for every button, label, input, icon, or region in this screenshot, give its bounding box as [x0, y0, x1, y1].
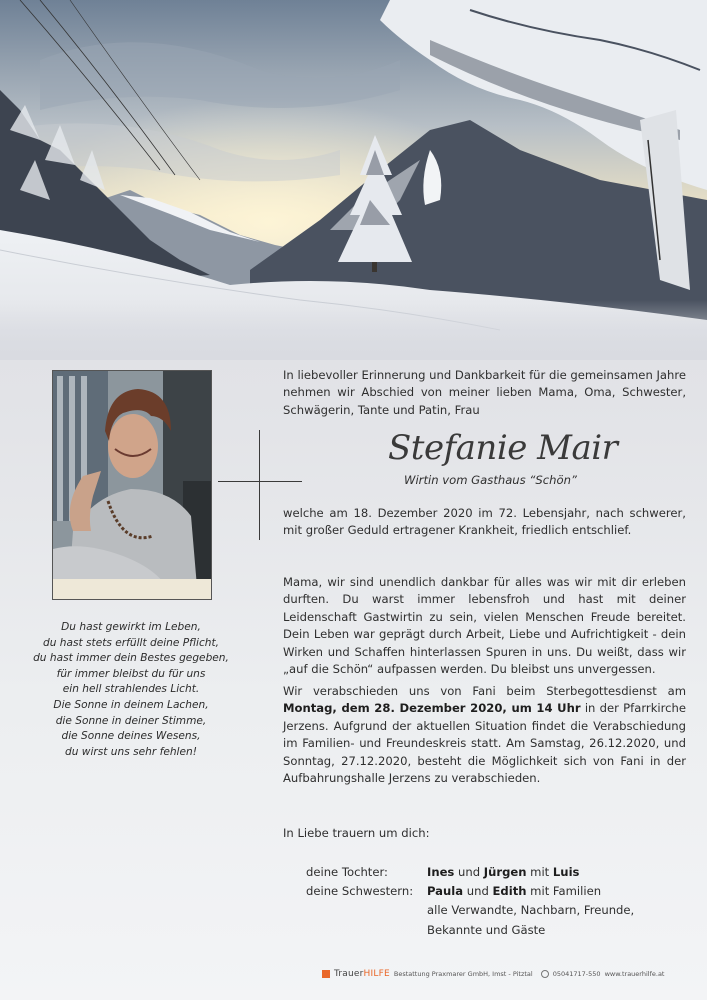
brand-part: Trauer: [334, 969, 364, 979]
mourner-name: Paula: [427, 884, 464, 899]
winter-landscape-image: [0, 0, 707, 360]
poem-line: Die Sonne in deinem Lachen,: [53, 698, 209, 711]
phone-number: 05041717-550: [552, 970, 601, 978]
mourner-name: Edith: [492, 884, 527, 899]
mourner-name: Ines: [427, 865, 455, 879]
phone-icon: [541, 970, 549, 978]
poem-line: ein hell strahlendes Licht.: [62, 683, 200, 696]
passing-paragraph: welche am 18. Dezember 2020 im 72. Lebensjahr, nach schwerer, mit großer Geduld ertragener Krankheit, friedlich entschlief.: [283, 506, 686, 538]
funeral-details-paragraph: [283, 683, 686, 787]
poem-line: Du hast gewirkt im Leben,: [61, 621, 201, 633]
connector-text: und: [463, 884, 493, 899]
mourner-name: Luis: [552, 865, 580, 879]
company-name: Bestattung Praxmarer GmbH, Imst - Pitztal: [393, 970, 533, 978]
brand-name: [334, 969, 390, 979]
poem-line: du hast immer dein Bestes gegeben,: [33, 652, 229, 665]
mourner-name: Jürgen: [483, 865, 527, 879]
funeral-text-pre: Wir verabschieden uns von Fani beim Sterbegottesdienst am: [283, 684, 686, 698]
deceased-name: Stefanie Mair: [388, 428, 618, 468]
connector-text: mit Familien: [526, 884, 602, 899]
message-paragraph: Mama, wir sind unendlich dankbar für alles was wir mit dir erleben durften. Du warst immer lebensfroh und hast mit deiner Leidenschaft Gastwirtin zu sein, vielen Menschen Freude bereitet. Dein Leben war geprägt durch Arbeit, Liebe und Aufrichtigkeit - dein Wirken und Schaffen hinterlassen Spuren in uns. Du weißt, dass wir „auf die Schön“ aufpassen werden. Du bleibst uns unvergessen.: [283, 575, 686, 677]
website-link[interactable]: www.trauerhilfe.at: [604, 970, 665, 978]
relation-label: deine Tochter:: [306, 865, 388, 879]
connector-text: und: [454, 865, 484, 879]
poem-line: die Sonne deines Wesens,: [61, 730, 201, 743]
memorial-poem: [20, 620, 242, 760]
portrait-photo: [52, 370, 212, 600]
poem-line: die Sonne in deiner Stimme,: [55, 714, 207, 727]
poem-line: du wirst uns sehr fehlen!: [65, 745, 197, 758]
brand-part-accent: HILFE: [363, 969, 390, 979]
cross-horizontal-line: [218, 481, 302, 482]
mourner-names: [427, 882, 601, 901]
funeral-date: Montag, dem 28. Dezember 2020, um 14 Uhr: [283, 701, 581, 716]
cross-vertical-line: [259, 430, 260, 540]
mourners-title: In Liebe trauern um dich:: [283, 826, 430, 840]
mourner-others: alle Verwandte, Nachbarn, Freunde,: [427, 903, 635, 918]
mourner-others: Bekannte und Gäste: [427, 922, 546, 937]
poem-line: für immer bleibst du für uns: [56, 667, 206, 680]
footer: [322, 966, 664, 982]
connector-text: mit: [526, 865, 553, 879]
relation-label: deine Schwestern:: [306, 884, 414, 899]
intro-paragraph: In liebevoller Erinnerung und Dankbarkeit für die gemeinsamen Jahre nehmen wir Abschied von meiner lieben Mama, Oma, Schwester, Schwägerin, Tante und Patin, Frau: [283, 368, 686, 417]
deceased-subtitle: Wirtin vom Gasthaus “Schön”: [404, 473, 577, 487]
mourner-names: [427, 863, 579, 882]
trauerhilfe-logo-icon: [322, 970, 330, 978]
funeral-text-post: in der Pfarrkirche Jerzens. Aufgrund der aktuellen Situation findet die Verabschiedung im Familien- und Freundeskreis statt. Am Samstag, 26.12.2020, und Sonntag, 27.12.2020, besteht die Möglichkeit sich von Fani in der Aufbahrungshalle Jerzens zu verabschieden.: [283, 701, 686, 786]
poem-line: du hast stets erfüllt deine Pflicht,: [42, 636, 220, 649]
